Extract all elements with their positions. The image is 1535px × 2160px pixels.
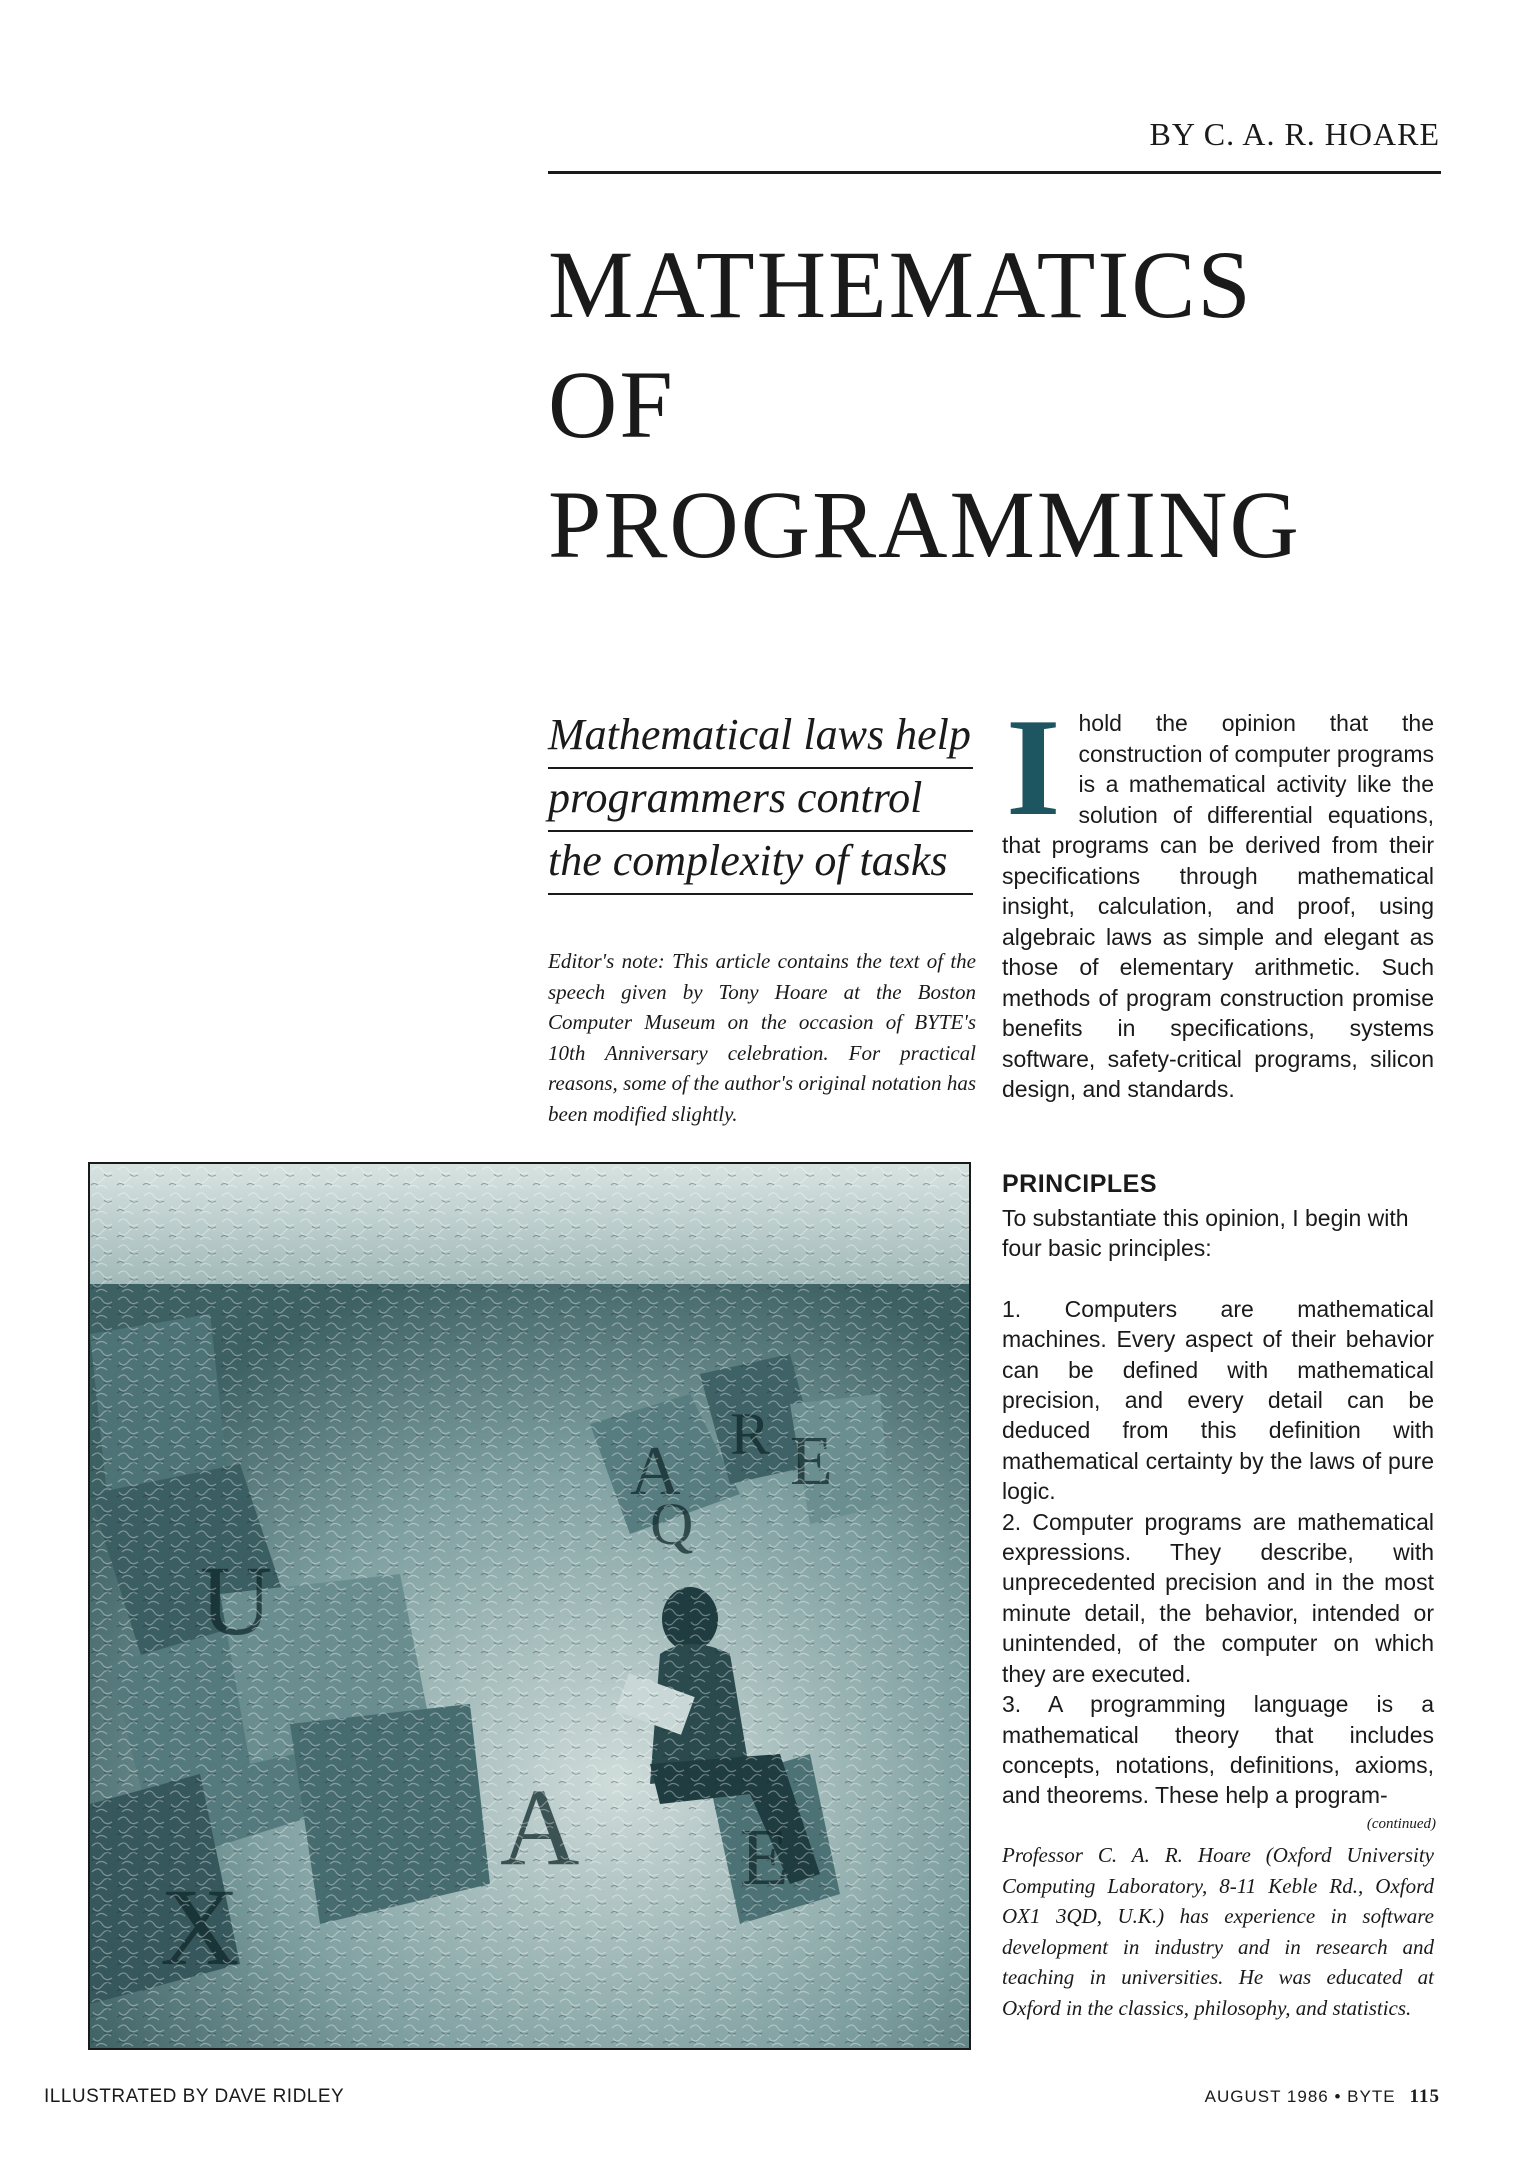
texture (90, 1164, 969, 2048)
deck (548, 706, 973, 895)
principles-lead: To substantiate this opinion, I begin with four basic principles: (1002, 1205, 1409, 1262)
folio (1100, 2086, 1440, 2108)
intro-text: hold the opinion that the construction of computer programs is a mathematical activity like the solution of differential equations, that programs can be derived from their specifications through mathematical insight, calculation, and proof, using algebraic laws as simple and elegant as those of elementary arithmetic. Such methods of program construction promise benefits in specifications, systems software, safety-critical programs, silicon design, and standards. (1002, 710, 1434, 1102)
illustration-art (90, 1164, 969, 2048)
principle-item: 2. Computer programs are mathematical expressions. They describe, with unprecedented precision and in the most minute detail, the behavior, intended or unintended, of the computer on which they are executed. (1002, 1508, 1434, 1687)
section-heading: PRINCIPLES (1002, 1170, 1158, 1198)
deck-line: programmers control (548, 769, 973, 832)
illustration-credit: ILLUSTRATED BY DAVE RIDLEY (44, 2086, 345, 2107)
page-number: 115 (1409, 2086, 1440, 2107)
principle-item: 1. Computers are mathematical machines. Every aspect of their behavior can be defined with mathematical precision, and every detail can be deduced from this definition with mathematical certainty by the laws of pure logic. (1002, 1295, 1434, 1505)
deck-line: Mathematical laws help (548, 706, 973, 769)
continued-note: (continued) (1366, 1816, 1436, 1832)
issue-line: AUGUST 1986 • BYTE (1204, 2087, 1396, 2106)
author-bio: Professor C. A. R. Hoare (Oxford University Computing Laboratory, 8-11 Keble Rd., Oxford OX1 3QD, U.K.) has experience in software development in industry and in research and teaching in universities. He was educated at Oxford in the classics, philosophy, and statistics. (1002, 1843, 1434, 2020)
principles-body (1002, 1203, 1434, 1811)
article-title (548, 225, 1448, 585)
title-line: OF (548, 351, 675, 458)
byline: BY C. A. R. HOARE (1149, 116, 1440, 152)
title-line: MATHEMATICS (548, 231, 1253, 338)
deck-line: the complexity of tasks (548, 832, 973, 895)
principle-item: 3. A programming language is a mathematical theory that includes concepts, notations, definitions, axioms, and theorems. These help a program- (1002, 1691, 1434, 1809)
top-rule (548, 171, 1441, 174)
drop-cap: I (1006, 690, 1061, 845)
intro-paragraph (1002, 690, 1434, 1105)
title-line: PROGRAMMING (548, 471, 1301, 578)
illustration (88, 1162, 971, 2050)
editor-note: Editor's note: This article contains the text of the speech given by Tony Hoare at the Boston Computer Museum on the occasion of BYTE's 10th Anniversary celebration. For practical reasons, some of the author's original notation has been modified slightly. (548, 949, 976, 1126)
